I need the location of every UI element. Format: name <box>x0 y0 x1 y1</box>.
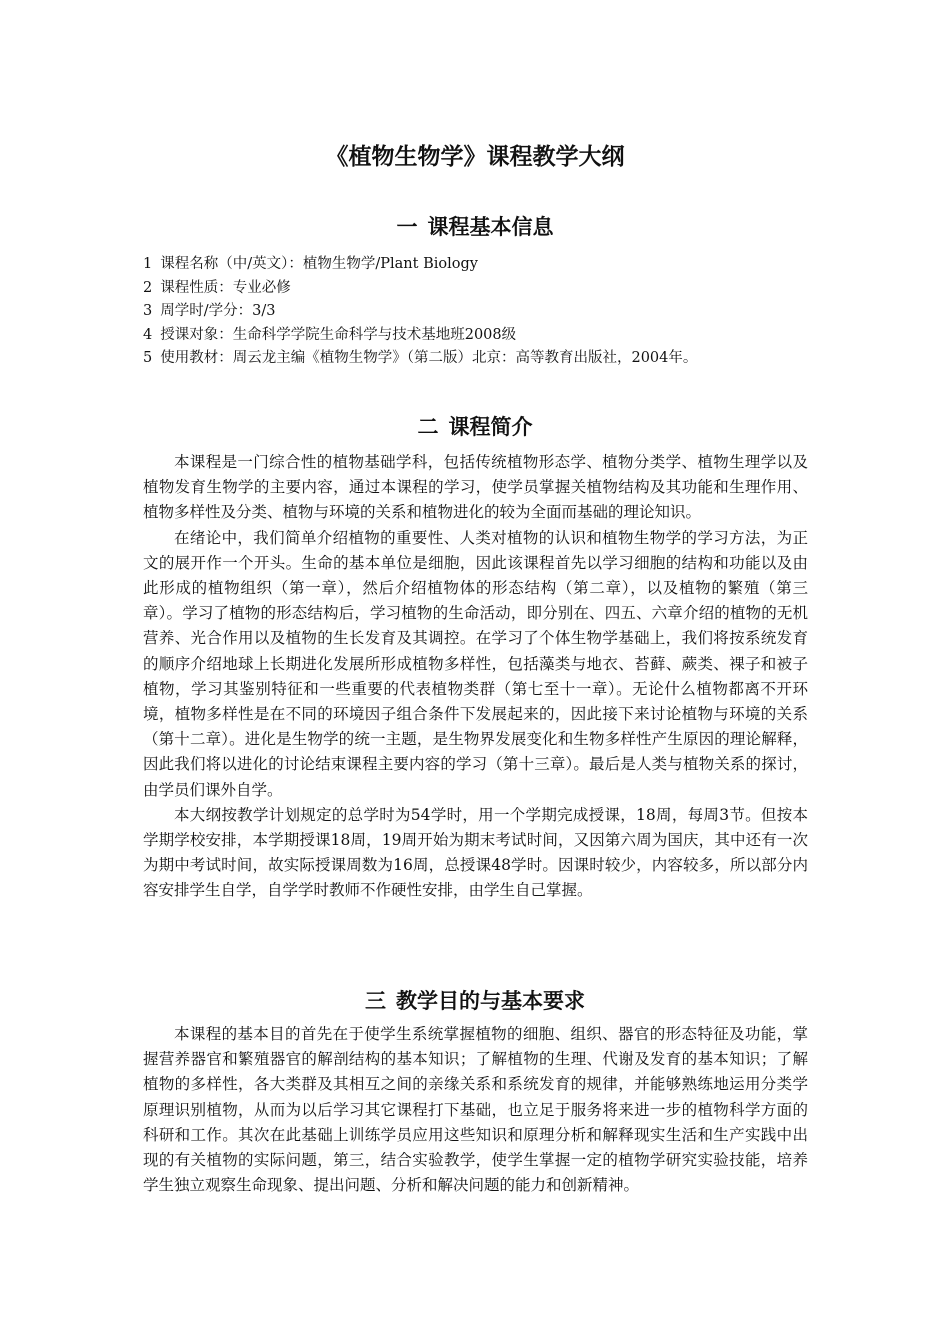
item-index: 2 <box>143 279 153 296</box>
item-text: 授课对象：生命科学学院生命科学与技术基地班2008级 <box>160 326 517 343</box>
item-text: 使用教材：周云龙主编《植物生物学》（第二版）北京：高等教育出版社，2004年。 <box>160 350 698 366</box>
section-number: 一 <box>396 215 418 239</box>
course-intro-body <box>143 450 808 904</box>
objectives-body <box>143 1022 808 1198</box>
list-item <box>143 300 823 324</box>
list-item <box>143 277 823 301</box>
item-text: 课程性质：专业必修 <box>160 279 291 296</box>
paragraph: 在绪论中，我们简单介绍植物的重要性、人类对植物的认识和植物生物学的学习方法，为正文的展开作一个开头。生命的基本单位是细胞，因此该课程首先以学习细胞的结构和功能以及由此形成的植物组织（第一章），然后介绍植物体的形态结构（第二章），以及植物的繁殖（第三章）。学习了植物的形态结构后，学习植物的生命活动，即分别在、四五、六章介绍的植物的无机营养、光合作用以及植物的生长发育及其调控。在学习了个体生物学基础上，我们将按系统发育的顺序介绍地球上长期进化发展所形成植物多样性，包括藻类与地衣、苔藓、蕨类、裸子和被子植物，学习其鉴别特征和一些重要的代表植物类群（第七至十一章）。无论什么植物都离不开环境，植物多样性是在不同的环境因子组合条件下发展起来的，因此接下来讨论植物与环境的关系（第十二章）。进化是生物学的统一主题，是生物界发展变化和生物多样性产生原因的理论解释，因此我们将以进化的讨论结束课程主要内容的学习（第十三章）。最后是人类与植物关系的探讨，由学员们课外自学。 <box>143 528 808 799</box>
section-heading-course-intro <box>0 411 950 441</box>
section-heading-objectives <box>0 985 950 1015</box>
section-heading-basic-info <box>0 211 950 241</box>
paragraph: 本课程是一门综合性的植物基础学科，包括传统植物形态学、植物分类学、植物生理学以及植物发育生物学的主要内容，通过本课程的学习，使学员掌握关植物结构及其功能和生理作用、植物多样性及分类、植物与环境的关系和植物进化的较为全面而基础的理论知识。 <box>143 453 808 522</box>
item-text: 周学时/学分：3/3 <box>160 303 276 319</box>
item-text: 课程名称（中/英文）：植物生物学/Plant Biology <box>160 256 478 272</box>
list-item <box>143 253 823 277</box>
item-index: 4 <box>143 326 153 343</box>
paragraph: 本大纲按教学计划规定的总学时为54学时，用一个学期完成授课，18周，每周3节。但按本学期学校安排，本学期授课18周，19周开始为期末考试时间，又因第六周为国庆，其中还有一次为期中考试时间，故实际授课周数为16周，总授课48学时。因课时较少，内容较多，所以部分内容安排学生自学，自学学时教师不作硬性安排，由学生自己掌握。 <box>143 805 808 900</box>
list-item <box>143 324 823 348</box>
item-index: 5 <box>143 350 153 366</box>
list-item <box>143 347 823 371</box>
section-number: 二 <box>417 415 439 439</box>
document-title: 《植物生物学》课程教学大纲 <box>325 144 625 170</box>
section-title: 课程基本信息 <box>427 215 554 239</box>
course-info-list <box>143 253 823 371</box>
section-title: 教学目的与基本要求 <box>396 989 585 1013</box>
item-index: 3 <box>143 303 153 319</box>
section-title: 课程简介 <box>448 415 533 439</box>
section-number: 三 <box>365 989 386 1013</box>
item-index: 1 <box>143 256 153 272</box>
paragraph: 本课程的基本目的首先在于使学生系统掌握植物的细胞、组织、器官的形态特征及功能，掌握营养器官和繁殖器官的解剖结构的基本知识；了解植物的生理、代谢及发育的基本知识；了解植物的多样性，各大类群及其相互之间的亲缘关系和系统发育的规律，并能够熟练地运用分类学原理识别植物，从而为以后学习其它课程打下基础，也立足于服务将来进一步的植物科学方面的科研和工作。其次在此基础上训练学员应用这些知识和原理分析和解释现实生活和生产实践中出现的有关植物的实际问题，第三，结合实验教学，使学生掌握一定的植物学研究实验技能，培养学生独立观察生命现象、提出问题、分析和解决问题的能力和创新精神。 <box>143 1025 808 1195</box>
